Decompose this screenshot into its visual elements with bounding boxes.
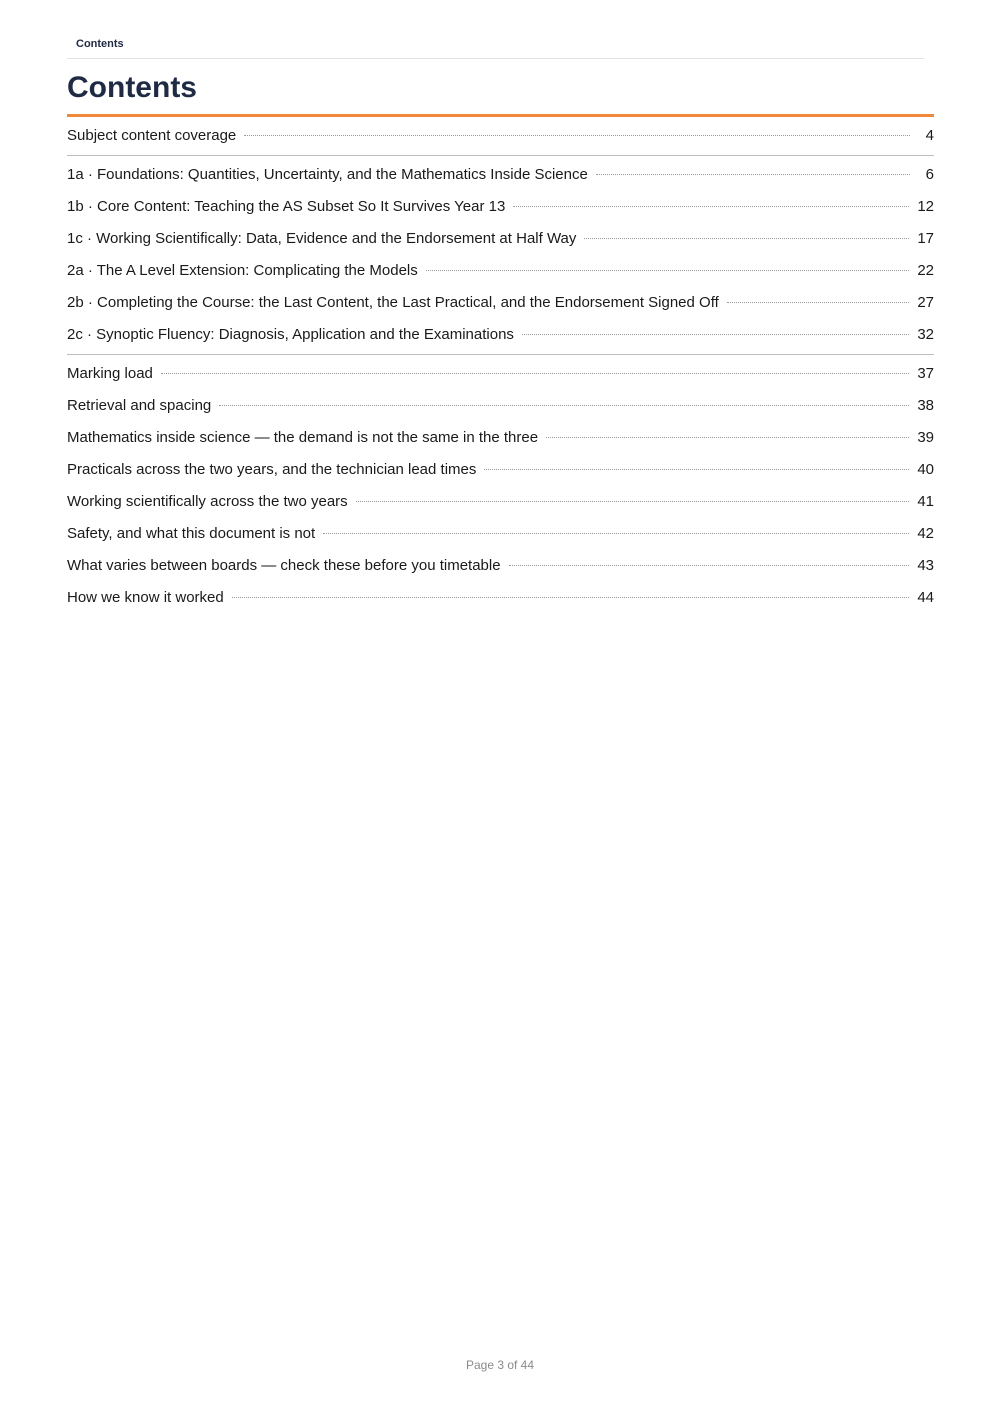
page-number: Page 3 of 44 (465, 1358, 535, 1372)
toc-entry-label: 1b · Core Content: Teaching the AS Subset So It Survives Year 13 (67, 198, 506, 215)
toc-entry-page: 40 (917, 461, 934, 478)
toc-entry[interactable] (67, 454, 934, 486)
toc-entry-label: 2b · Completing the Course: the Last Content, the Last Practical, and the Endorsement Signed Off (67, 294, 719, 311)
running-header: Contents (67, 38, 924, 59)
toc-dot-leader (323, 533, 909, 534)
toc-dot-leader (596, 174, 910, 175)
toc-dot-leader (513, 206, 909, 207)
toc-entry-page: 43 (917, 557, 934, 574)
toc-dot-leader (219, 405, 909, 406)
toc-entry-page: 6 (925, 166, 934, 183)
toc-dot-leader (584, 238, 909, 239)
toc-entry-page: 37 (917, 365, 934, 382)
toc-dot-leader (161, 373, 909, 374)
toc-entry[interactable] (67, 518, 934, 550)
toc-entry-label: Practicals across the two years, and the technician lead times (67, 461, 477, 478)
toc-entry-page: 41 (917, 493, 934, 510)
toc-entry-label: Retrieval and spacing (67, 397, 212, 414)
toc-entry[interactable] (67, 223, 934, 255)
toc-group (67, 156, 934, 355)
toc-entry-label: Marking load (67, 365, 153, 382)
toc-entry[interactable] (67, 422, 934, 454)
toc-dot-leader (426, 270, 910, 271)
toc-entry-label: 2c · Synoptic Fluency: Diagnosis, Application and the Examinations (67, 326, 514, 343)
toc-group (67, 355, 934, 617)
page-title: Contents (67, 71, 197, 104)
toc-entry[interactable] (67, 358, 934, 390)
toc-entry-page: 27 (917, 294, 934, 311)
toc-entry[interactable] (67, 390, 934, 422)
toc-entry-label: What varies between boards — check these before you timetable (67, 557, 501, 574)
toc-entry-page: 44 (917, 589, 934, 606)
toc-entry-label: 1c · Working Scientifically: Data, Evidence and the Endorsement at Half Way (67, 230, 577, 247)
toc-entry-page: 39 (917, 429, 934, 446)
toc-group (67, 117, 934, 156)
toc-entry[interactable] (67, 255, 934, 287)
toc-dot-leader (356, 501, 910, 502)
toc-entry-page: 4 (925, 127, 934, 144)
toc-entry-page: 42 (917, 525, 934, 542)
toc-dot-leader (509, 565, 910, 566)
toc-dot-leader (522, 334, 909, 335)
toc-entry-label: 2a · The A Level Extension: Complicating the Models (67, 262, 418, 279)
toc-entry[interactable] (67, 159, 934, 191)
toc-entry-label: Mathematics inside science — the demand is not the same in the three (67, 429, 539, 446)
toc-entry-page: 12 (917, 198, 934, 215)
toc-entry[interactable] (67, 550, 934, 582)
toc-entry[interactable] (67, 191, 934, 223)
toc-entry-label: Working scientifically across the two years (67, 493, 348, 510)
toc-dot-leader (244, 135, 910, 136)
toc-entry[interactable] (67, 287, 934, 319)
toc-entry-label: Safety, and what this document is not (67, 525, 316, 542)
toc-dot-leader (484, 469, 909, 470)
toc-entry-page: 38 (917, 397, 934, 414)
toc-dot-leader (546, 437, 909, 438)
toc-entry-page: 32 (917, 326, 934, 343)
toc-dot-leader (232, 597, 910, 598)
table-of-contents (67, 117, 934, 617)
toc-dot-leader (727, 302, 910, 303)
toc-entry-label: 1a · Foundations: Quantities, Uncertainty, and the Mathematics Inside Science (67, 166, 588, 183)
toc-entry-page: 17 (917, 230, 934, 247)
toc-entry[interactable] (67, 582, 934, 614)
toc-entry[interactable] (67, 120, 934, 152)
toc-entry-page: 22 (917, 262, 934, 279)
toc-entry[interactable] (67, 486, 934, 518)
toc-entry-label: Subject content coverage (67, 127, 237, 144)
toc-entry[interactable] (67, 319, 934, 351)
toc-entry-label: How we know it worked (67, 589, 224, 606)
